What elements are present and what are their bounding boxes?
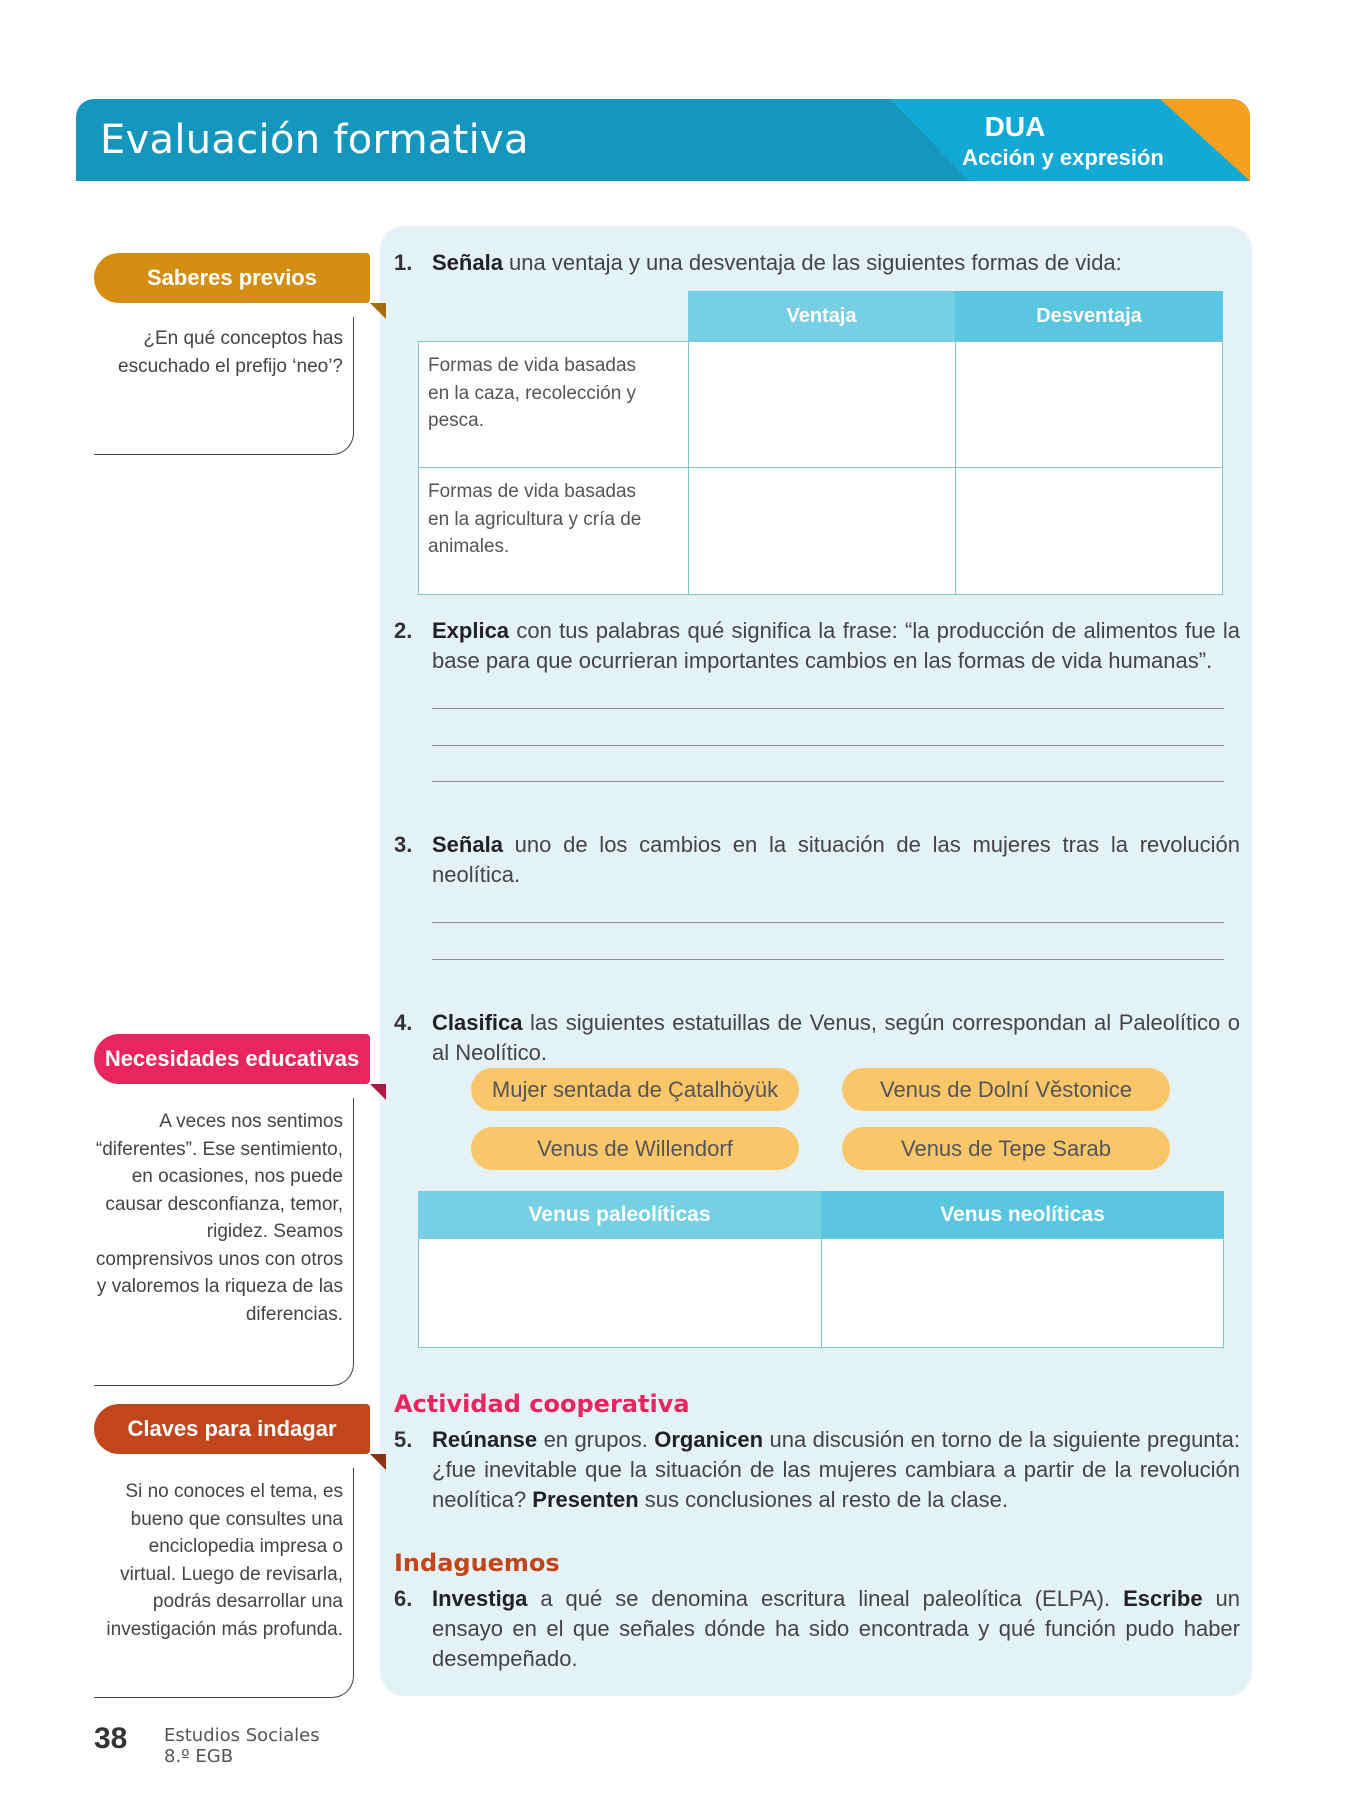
answer-cell-venus-neoliticas[interactable] [821,1238,1224,1348]
answer-line[interactable] [432,781,1224,782]
answer-cell-ventaja-1[interactable] [688,341,956,468]
question-verb: Señala [432,250,503,275]
venus-pill-willendorf[interactable]: Venus de Willendorf [471,1127,799,1170]
column-header-ventaja: Ventaja [688,291,955,342]
footer-subject: Estudios Sociales [164,1725,320,1746]
answer-cell-desventaja-1[interactable] [955,341,1223,468]
necesidades-educativas-tab: Necesidades educativas [94,1034,370,1084]
question-verb: Escribe [1123,1586,1203,1611]
question-2 [394,616,1240,676]
question-verb: Explica [432,618,510,643]
question-number: 5. [394,1427,413,1452]
section-heading-indaguemos: Indaguemos [394,1549,560,1577]
question-text: a qué se denomina escritura lineal paleolítica (ELPA). [527,1586,1124,1611]
question-text: con tus palabras qué significa la frase: “la producción de alimentos fue la base para que ocurrieran importantes cambios en las formas de vida humanas”. [432,618,1240,673]
answer-line[interactable] [432,708,1224,709]
page-title: Evaluación formativa [100,117,529,163]
column-header-desventaja: Desventaja [955,291,1223,342]
question-verb: Investiga [432,1586,528,1611]
claves-para-indagar-tab: Claves para indagar [94,1404,370,1454]
row-label-agricultura: Formas de vida basadas en la agricultura y cría de animales. [428,481,642,557]
answer-line[interactable] [432,959,1224,960]
saberes-previos-box [94,253,354,455]
question-6 [394,1584,1240,1674]
venus-pill-catalhoyuk[interactable]: Mujer sentada de Çatalhöyük [471,1068,799,1111]
page-number: 38 [94,1722,128,1755]
question-text: uno de los cambios en la situación de las mujeres tras la revolución neolítica. [432,832,1240,887]
dua-badge-title: DUA [984,111,1046,142]
claves-para-indagar-text: Si no conoces el tema, es bueno que consultes una enciclopedia impresa o virtual. Luego de revisarla, podrás desarrollar una investigación más profunda. [94,1468,354,1698]
question-verb: Clasifica [432,1010,523,1035]
answer-line[interactable] [432,922,1224,923]
question-text: sus conclusiones al resto de la clase. [638,1487,1008,1512]
venus-pill-dolni-vestonice[interactable]: Venus de Dolní Vĕstonice [842,1068,1170,1111]
question-verb: Señala [432,832,503,857]
column-header-venus-paleoliticas: Venus paleolíticas [418,1191,821,1239]
question-number: 3. [394,832,413,857]
question-number: 1. [394,250,413,275]
header-banner [76,99,1250,181]
question-number: 6. [394,1586,413,1611]
question-3 [394,830,1240,890]
question-5 [394,1425,1240,1515]
question-1 [394,248,1240,278]
question-number: 4. [394,1010,413,1035]
venus-pill-tepe-sarab[interactable]: Venus de Tepe Sarab [842,1127,1170,1170]
question-verb: Reúnanse [432,1427,538,1452]
dua-badge-subtitle: Acción y expresión [962,145,1164,170]
question-number: 2. [394,618,413,643]
question-text: en grupos. [537,1427,655,1452]
section-heading-actividad-cooperativa: Actividad cooperativa [394,1390,690,1418]
answer-cell-ventaja-2[interactable] [688,467,956,595]
question-text: las siguientes estatuillas de Venus, según correspondan al Paleolítico o al Neolítico. [432,1010,1240,1065]
column-header-venus-neoliticas: Venus neolíticas [821,1191,1224,1239]
question-4 [394,1008,1240,1068]
question-text: una ventaja y una desventaja de las siguientes formas de vida: [502,250,1122,275]
question-text: una discusión en torno de la siguiente pregunta: ¿fue inevitable que la situación de las mujeres cambiara a partir de la revolución neolítica? [432,1427,1241,1512]
footer-grade: 8.º EGB [164,1746,234,1767]
necesidades-educativas-text: A veces nos sentimos “diferentes”. Ese sentimiento, en ocasiones, nos puede causar desconfianza, temor, rigidez. Seamos comprensivos unos con otros y valoremos la riqueza de las diferencias. [94,1098,354,1386]
question-verb: Organicen [654,1427,764,1452]
answer-cell-desventaja-2[interactable] [955,467,1223,595]
saberes-previos-tab: Saberes previos [94,253,370,303]
question-text: un ensayo en el que señales dónde ha sido encontrada y qué función pudo haber desempeñado. [432,1586,1240,1671]
row-label-caza: Formas de vida basadas en la caza, recolección y pesca. [428,355,637,431]
question-verb: Presenten [532,1487,639,1512]
saberes-previos-text: ¿En qué conceptos has escuchado el prefijo ‘neo’? [94,317,354,455]
necesidades-educativas-box [94,1034,360,1386]
claves-para-indagar-box [94,1404,354,1698]
answer-cell-venus-paleoliticas[interactable] [418,1238,822,1348]
answer-line[interactable] [432,745,1224,746]
